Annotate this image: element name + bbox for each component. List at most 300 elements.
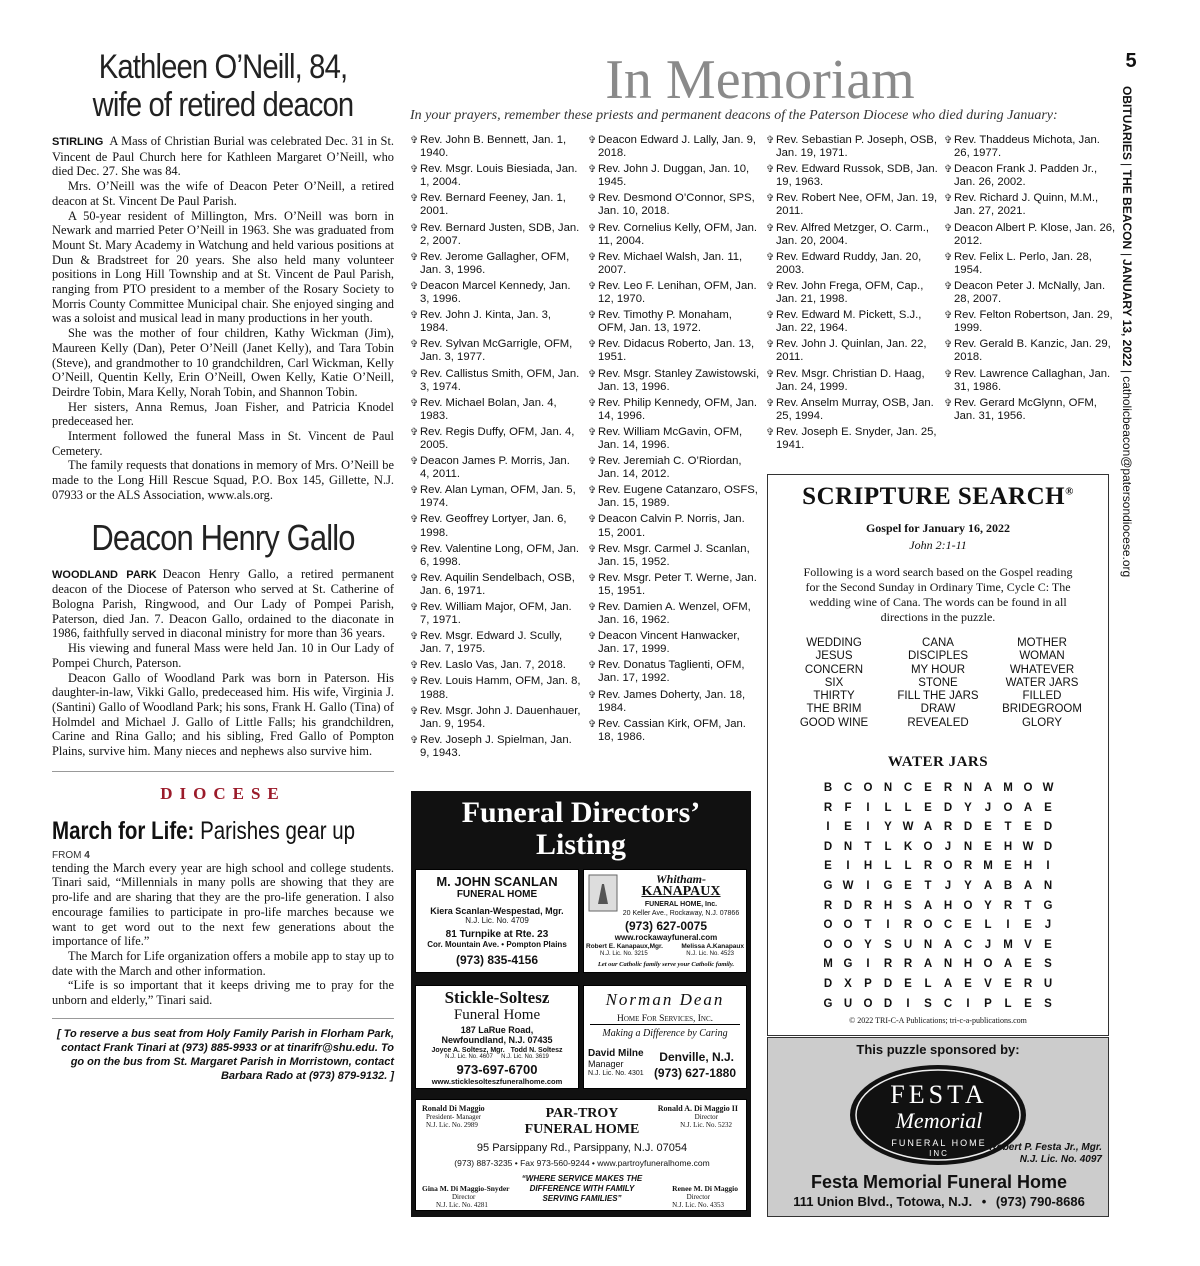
memoriam-entry: ✞ Rev. Msgr. Christian D. Haag, Jan. 24, 1999. [766,367,925,393]
cross-icon: ✞ [588,193,597,205]
grid-letter: I [826,821,830,834]
par-troy-ad[interactable]: Ronald Di Maggio President- Manager N.J. Lic. No. 2989 Ronald A. Di Maggio II Director N.J. Lic. No. 5232 PAR-TROY FUNERAL HOME 95 Parsippany Rd., Parsippany, N.J. 07054 (973) 887-3235 • Fax 973-560-9244 • www.partroyfuneralhome.com “WHERE SERVICE MAKES THE DIFFERENCE WITH FAMILY SERVING FAMILIES” Gina M. Di Maggio-Snyder Director N.J. Lic. No. 4281 Renee M. Di Maggio Director N.J. Lic. No. 4353 [415,1099,747,1211]
from-page-link[interactable]: 4 [84,849,90,861]
memoriam-entry: ✞ Rev. Msgr. Edward J. Scully, Jan. 7, 1975. [410,630,563,656]
gospel-date: Gospel for January 16, 2022 [865,521,1011,535]
grid-letter: E [1044,938,1052,951]
grid-letter: N [923,938,933,951]
grid-letter: E [924,782,932,795]
grid-letter: C [963,938,973,951]
cross-icon: ✞ [588,602,597,613]
cross-icon: ✞ [410,280,419,292]
memoriam-entry: ✞ Rev. Alan Lyman, OFM, Jan. 5, 1974. [410,484,576,510]
grid-letter: L [904,801,912,814]
festa-address-line: 111 Union Blvd., Totowa, N.J. • (973) 790-8686 [793,1194,1085,1209]
memoriam-entry: ✞ Rev. William McGavin, OFM, Jan. 14, 1996. [588,425,743,451]
cross-icon: ✞ [588,660,597,672]
grid-letter: Y [984,899,992,912]
march-paragraph-3: “Life is so important that it keeps driving me to pray for the unborn and elderly,” Tinari said. [52,978,394,1008]
grid-letter: R [823,801,833,814]
stickle-phone[interactable]: 973-697-6700 [456,1062,538,1077]
grid-letter: E [1024,997,1032,1010]
cross-icon: ✞ [588,280,597,292]
memoriam-subtitle: In your prayers, remember these priests and permanent deacons of the Paterson Diocese who died during January: [410,108,1058,123]
cross-icon: ✞ [766,164,775,176]
cross-icon: ✞ [410,705,419,717]
grid-letter: R [903,919,913,932]
diocese-section-label: DIOCESE [160,783,286,803]
grid-letter: I [866,958,870,971]
memoriam-entry: ✞ Deacon Marcel Kennedy, Jan. 3, 1996. [410,279,571,306]
word-list-item: BRIDEGROOM [1002,703,1082,716]
scanlan-phone[interactable]: (973) 835-4156 [455,953,539,967]
cross-icon: ✞ [588,397,597,409]
grid-letter: R [903,958,913,971]
cross-icon: ✞ [588,251,597,263]
word-list-item: MOTHER [1017,637,1067,649]
cross-icon: ✞ [766,251,775,263]
word-list-item: CONCERN [804,663,864,676]
grid-letter: E [824,860,832,873]
memoriam-entry: ✞ Rev. Gerald B. Kanzic, Jan. 29, 2018. [944,338,1111,364]
grid-letter: L [884,840,892,853]
oneill-paragraph-3: A 50-year resident of Millington, Mrs. O’Neill was born in Newark and married Peter O’Neill in 1963. She was graduated from Mount St. Mary Academy in Watchung and held various positions at Dun & Bradstreet for 20 years. She also held many volunteer positions in Long Hill Township and at St. Vincent de Paul Parish, ranging from PTO president to a member of the Rosary Society to Morris County Committee Municipal chair. She enjoyed singing and was a soloist and musical lead in many productions in her youth. [52,208,394,326]
festa-fullname: Festa Memorial Funeral Home [810,1172,1068,1192]
grid-letter: I [1046,860,1050,873]
grid-letter: E [964,919,972,932]
grid-letter: A [943,938,953,951]
memoriam-entry: ✞ Rev. John Frega, OFM, Cap., Jan. 21, 1998. [766,279,924,306]
grid-letter: L [1004,997,1012,1010]
grid-letter: J [984,801,992,814]
grid-letter: O [823,938,833,951]
grid-letter: E [1024,958,1032,971]
march-headline [52,816,356,846]
grid-letter: P [864,978,872,991]
memoriam-entry: ✞ Rev. Joseph E. Snyder, Jan. 25, 1941. [766,425,937,451]
cross-icon: ✞ [588,631,597,643]
norman-phone[interactable]: (973) 627-1880 [653,1066,736,1080]
memoriam-entry: ✞ Deacon James P. Morris, Jan. 4, 2011. [410,455,570,481]
copyright: © 2022 TRI-C-A Publications; tri-c-a-publications.com [849,1016,1027,1026]
gallo-paragraph-3: Deacon Gallo of Woodland Park was born in Paterson. His daughter-in-law, Vikki Gallo, predeceased him. His wife, Virginia J. (Santini) Gallo of Woodland Park; his sons, Frank H. Gallo (Tina) of Holmdel and Michael J. Gallo of Little Falls; his grandchildren, Carine and Rina Gallo; and his sibling, Fred Gallo of Pompton Plains, survive him. Many nieces and nephews also survive him. [52,670,394,759]
memoriam-entry: ✞ Deacon Calvin P. Norris, Jan. 15, 2001. [588,513,745,539]
memoriam-entry: ✞ Rev. Gerard McGlynn, OFM, Jan. 31, 1956. [944,396,1097,422]
memoriam-entry: ✞ Rev. John B. Bennett, Jan. 1, 1940. [410,134,567,160]
memoriam-entry: ✞ Rev. Cornelius Kelly, OFM, Jan. 11, 2004. [588,221,758,247]
grid-letter: A [1023,880,1033,893]
grid-letter: U [903,938,913,951]
memoriam-entry: ✞ Rev. Msgr. Louis Biesiada, Jan. 1, 2004. [410,163,578,189]
cross-icon: ✞ [410,222,419,234]
grid-letter: D [823,978,833,991]
cross-icon: ✞ [766,426,775,438]
memoriam-entry: ✞ Rev. Msgr. Peter T. Werne, Jan. 15, 1951. [588,571,757,597]
cross-icon: ✞ [766,222,775,234]
oneill-paragraph-7: The family requests that donations in memory of Mrs. O’Neill be made to the Long Hill Rescue Squad, P.O. Box 145, Gillette, N.J. 07933 or the ALS Association, www.als.org. [52,458,394,502]
gallo-dateline: WOODLAND PARK [52,568,157,581]
grid-letter: J [944,880,952,893]
grid-letter: H [883,899,893,912]
grid-letter: H [1023,860,1033,873]
oneill-dateline: STIRLING [52,136,104,148]
festa-inc: INC [929,1149,949,1158]
grid-letter: A [983,782,993,795]
memoriam-entry: ✞ Rev. Louis Hamm, OFM, Jan. 8, 1988. [410,675,581,701]
word-list-item: SIX [824,676,844,689]
cross-icon: ✞ [766,280,775,292]
memoriam-entry: ✞ Rev. Anselm Murray, OSB, Jan. 25, 1994. [766,396,934,422]
word-search-grid [768,779,1108,1014]
oneill-headline-line1: Kathleen O’Neill, 84, [98,48,348,86]
grid-letter: E [924,801,932,814]
memoriam-entry: ✞ Rev. Sylvan McGarrigle, OFM, Jan. 3, 1977. [410,338,573,364]
grid-letter: I [906,997,910,1010]
grid-letter: R [883,958,893,971]
memoriam-entry: ✞ Rev. Michael Bolan, Jan. 4, 1983. [410,396,557,422]
cross-icon: ✞ [410,602,419,613]
festa-manager: Robert P. Festa Jr., Mgr. [989,1142,1102,1153]
cross-icon: ✞ [944,280,953,292]
puzzle-title: WATER JARS [887,754,989,771]
side-paper: THE BEACON [1120,169,1134,250]
whitham-kanapaux-ad[interactable]: Whitham- KANAPAUX FUNERAL HOME, Inc. 20 Keller Ave., Rockaway, N.J. 07866 (973) 627-0075 www.rockawayfuneral.com Robert E. Kanapaux,Mgr. Melissa A.Kanapaux N.J. Lic. No. 3215 N.J. Lic. No. 4523 Let our Catholic family serve your Catholic family. [583,869,747,973]
memoriam-entry: ✞ Rev. Desmond O’Connor, SPS, Jan. 10, 2018. [588,192,755,218]
grid-letter: R [963,860,973,873]
word-list-item: JESUS [815,650,853,663]
march-headline-rest: Parishes gear up [200,816,356,845]
grid-letter: B [1003,880,1013,893]
memoriam-entry: ✞ Rev. John J. Quinlan, Jan. 22, 2011. [766,338,927,364]
grid-letter: G [843,958,853,971]
oneill-paragraph-6: Interment followed the funeral Mass in St. Vincent de Paul Cemetery. [52,429,394,458]
word-list-item: THIRTY [813,690,855,703]
memoriam-entry: ✞ Rev. Eugene Catanzaro, OSFS, Jan. 15, 1989. [588,484,758,510]
grid-letter: I [886,919,890,932]
side-url-link[interactable]: catholicbeacon@patersondiocese.org [1120,376,1134,578]
scanlan-ad[interactable]: M. JOHN SCANLAN FUNERAL HOME Kiera Scanlan-Wespestad, Mgr. N.J. Lic. No. 4709 81 Turnpike at Rte. 23 Cor. Mountain Ave. • Pompton Plains (973) 835-4156 [415,869,579,973]
grid-letter: T [924,880,932,893]
grid-letter: Y [864,938,872,951]
cross-icon: ✞ [410,193,419,205]
grid-letter: U [843,997,853,1010]
word-list-item: REVEALED [907,716,969,729]
grid-letter: E [984,821,992,834]
grid-letter: D [963,821,973,834]
grid-letter: E [984,840,992,853]
grid-letter: W [1022,840,1034,853]
memoriam-entry: ✞ Rev. William Major, OFM, Jan. 7, 1971. [410,601,572,627]
stickle-soltesz-ad[interactable]: Stickle-Soltesz Funeral Home 187 LaRue Road, Newfoundland, N.J. 07435 Joyce A. Soltesz, Mgr. Todd N. Soltesz N.J. Lic. No. 4607 N.J. Lic. No. 3619 973-697-6700 www.sticklesolteszfuneralhome.com [415,985,579,1089]
grid-letter: E [1024,919,1032,932]
grid-letter: O [1003,801,1013,814]
cross-icon: ✞ [944,164,953,176]
grid-letter: I [866,880,870,893]
grid-letter: V [1024,938,1032,951]
grid-letter: E [904,978,912,991]
word-list-item: DRAW [920,703,956,716]
cross-icon: ✞ [410,368,419,380]
grid-letter: S [904,899,912,912]
memoriam-entry: ✞ Rev. Bernard Feeney, Jan. 1, 2001. [410,192,566,218]
memoriam-column-3 [766,134,938,455]
cross-icon: ✞ [944,193,953,205]
cross-icon: ✞ [944,339,953,351]
cross-icon: ✞ [766,397,775,409]
word-list-item: FILL THE JARS [897,690,979,703]
grid-letter: R [943,821,953,834]
cross-icon: ✞ [410,251,419,263]
memoriam-entry: ✞ Rev. James Doherty, Jan. 18, 1984. [588,688,746,714]
grid-letter: J [944,840,952,853]
memoriam-entry: ✞ Deacon Albert P. Klose, Jan. 26, 2012. [944,221,1116,247]
grid-letter: O [983,958,993,971]
memoriam-entry: ✞ Rev. Leo F. Lenihan, OFM, Jan. 12, 1970. [588,279,757,306]
side-section: OBITUARIES [1120,86,1134,161]
memoriam-entry: ✞ Rev. Robert Nee, OFM, Jan. 19, 2011. [766,192,938,218]
cross-icon: ✞ [944,251,953,263]
grid-letter: M [1003,938,1013,951]
memoriam-entry: ✞ Rev. Msgr. John J. Dauenhauer, Jan. 9, 1954. [410,704,581,730]
grid-letter: H [1003,840,1013,853]
grid-letter: O [843,938,853,951]
grid-letter: O [923,840,933,853]
grid-letter: E [964,978,972,991]
memoriam-entry: ✞ Rev. Bernard Justen, SDB, Jan. 2, 2007. [410,221,580,247]
cross-icon: ✞ [588,572,597,584]
grid-letter: T [1024,899,1032,912]
memoriam-entry: ✞ Rev. Sebastian P. Joseph, OSB, Jan. 19, 1971. [766,134,937,160]
grid-letter: E [844,821,852,834]
grid-letter: A [923,821,933,834]
grid-letter: W [1042,782,1054,795]
oneill-paragraph-1: STIRLING A Mass of Christian Burial was celebrated Dec. 31 in St. Vincent de Paul Church here for Kathleen Margaret O’Neill, who died Dec. 27. She was 84. [52,134,394,179]
grid-letter: I [866,821,870,834]
cross-icon: ✞ [944,397,953,409]
grid-letter: C [943,919,953,932]
word-list-item: WEDDING [806,637,862,649]
memoriam-entry: ✞ Rev. John J. Duggan, Jan. 10, 1945. [588,163,750,189]
cross-icon: ✞ [410,164,419,176]
funeral-listing-title: Funeral Directors’ Listing [461,796,701,861]
grid-letter: E [1004,978,1012,991]
grid-letter: O [1023,782,1033,795]
memoriam-entry: ✞ Rev. Damien A. Wenzel, OFM, Jan. 16, 1962. [588,601,751,627]
grid-letter: G [823,880,833,893]
cross-icon: ✞ [410,572,419,584]
grid-letter: D [883,997,893,1010]
memoriam-entry: ✞ Rev. Richard J. Quinn, M.M., Jan. 27, 2021. [944,192,1099,218]
grid-letter: V [984,978,992,991]
cross-icon: ✞ [410,485,419,497]
grid-letter: H [943,899,953,912]
grid-letter: L [924,978,932,991]
grid-letter: I [846,860,850,873]
festa-phone[interactable]: (973) 790-8686 [995,1194,1085,1209]
word-list-item: GLORY [1021,716,1063,729]
memoriam-entry: ✞ Rev. Cassian Kirk, OFM, Jan. 18, 1986. [588,717,746,743]
memoriam-entry: ✞ Rev. Felton Robertson, Jan. 29, 1999. [944,309,1113,335]
memoriam-entry: ✞ Rev. Edward M. Pickett, S.J., Jan. 22, 1964. [766,309,922,335]
cross-icon: ✞ [766,193,775,205]
par-troy-phones[interactable]: (973) 887-3235 • Fax 973-560-9244 • www.partroyfuneralhome.com [454,1158,710,1168]
memoriam-entry: ✞ Rev. Jeremiah C. O’Riordan, Jan. 14, 2012. [588,455,742,481]
memoriam-entry: ✞ Rev. Michael Walsh, Jan. 11, 2007. [588,250,743,276]
memoriam-entry: ✞ Rev. Aquilin Sendelbach, OSB, Jan. 6, 1971. [410,571,575,597]
grid-letter: M [823,958,833,971]
word-list-item: MY HOUR [910,663,966,676]
cross-icon: ✞ [588,135,597,146]
cross-icon: ✞ [410,734,419,746]
memoriam-title: In Memoriam [605,49,915,111]
grid-letter: L [984,919,992,932]
grid-letter: S [1044,958,1052,971]
cross-icon: ✞ [410,631,419,643]
grid-letter: W [842,880,854,893]
grid-letter: E [1024,821,1032,834]
grid-letter: N [843,840,853,853]
cross-icon: ✞ [766,368,775,380]
grid-letter: S [924,997,932,1010]
cross-icon: ✞ [588,368,597,380]
grid-letter: R [1023,978,1033,991]
grid-letter: O [963,899,973,912]
festa-sub: FUNERAL HOME [891,1138,987,1148]
sponsor-label: This puzzle sponsored by: [856,1042,1020,1057]
grid-letter: D [883,978,893,991]
puzzle-intro: Following is a word search based on the Gospel reading for the Second Sunday in Ordinary Time, Cycle C: The wedding wine of Cana. The words can be found in all directions in the puzzle. [803,565,1073,624]
grid-letter: D [1043,840,1053,853]
gallo-paragraph-1: WOODLAND PARK Deacon Henry Gallo, a retired permanent deacon of the Diocese of Paterson who served at St. Catherine of Bologna Parish, Ringwood, and Our Lady of Pompei Parish, Paterson, died Jan. 7. Deacon Gallo, ordained to the diaconate in 1986, faithfully served in diaconal ministry for more than 36 years. [52,566,394,641]
cross-icon: ✞ [588,718,597,730]
grid-letter: G [1043,899,1053,912]
grid-letter: S [1044,997,1052,1010]
cross-icon: ✞ [410,426,419,438]
word-list-item: WHATEVER [1009,663,1075,676]
cross-icon: ✞ [766,135,775,146]
memoriam-entry: ✞ Rev. Msgr. Stanley Zawistowski, Jan. 13, 1996. [588,367,760,393]
cross-icon: ✞ [944,222,953,234]
grid-letter: K [903,840,913,853]
cross-icon: ✞ [410,135,419,146]
grid-letter: E [1004,860,1012,873]
cross-icon: ✞ [944,135,953,146]
cross-icon: ✞ [588,514,597,526]
scripture-search-box [767,474,1109,1036]
word-list-item: STONE [918,676,958,689]
grid-letter: R [943,782,953,795]
festa-name: FESTA [890,1080,988,1109]
grid-letter: Y [964,880,972,893]
funeral-directors-listing [411,791,751,1217]
cross-icon: ✞ [410,676,419,688]
grid-letter: A [983,880,993,893]
memoriam-entry: ✞ Rev. Didacus Roberto, Jan. 13, 1951. [588,338,755,364]
grid-letter: E [904,880,912,893]
grid-letter: U [1043,978,1053,991]
grid-letter: N [963,782,973,795]
cross-icon: ✞ [410,456,419,468]
cross-icon: ✞ [944,368,953,380]
grid-letter: C [903,782,913,795]
memoriam-entry: ✞ Rev. Valentine Long, OFM, Jan. 6, 1998. [410,542,580,568]
oneill-paragraph-4: She was the mother of four children, Kathy Wickman (Jim), Maureen Kelly (Dan), Peter O’Neill (Janet Kelly), and Tara Tobin (Steve), and grandmother to 10 grandchildren, Carl Wickman, Kelly O’Neill, Quentin Kelly, Erin O’Neill, Owen Kelly, Katie O’Neill, Deirdre Tobin, Mara Kelly, Norah Tobin, and Shannon Tobin. [52,326,394,399]
word-list-item: FILLED [1022,690,1062,703]
grid-letter: N [943,958,953,971]
grid-letter: O [863,782,873,795]
cross-icon: ✞ [588,543,597,555]
side-banner-text: OBITUARIES | THE BEACON | JANUARY 13, 2022 | catholicbeacon@patersondiocese.org [1120,86,1134,578]
grid-letter: I [866,801,870,814]
grid-letter: J [984,938,992,951]
grid-letter: L [884,801,892,814]
memoriam-entry: ✞ Rev. Regis Duffy, OFM, Jan. 4, 2005. [410,425,575,451]
memoriam-entry: ✞ Rev. Joseph J. Spielman, Jan. 9, 1943. [410,733,572,759]
memoriam-entry: ✞ Deacon Edward J. Lally, Jan. 9, 2018. [588,134,757,160]
cross-icon: ✞ [588,164,597,176]
grid-letter: Y [884,821,892,834]
grid-letter: I [966,997,970,1010]
grid-letter: M [983,860,993,873]
grid-letter: L [904,860,912,873]
grid-letter: R [823,899,833,912]
memoriam-entry: ✞ Rev. Laslo Vas, Jan. 7, 2018. [410,659,566,672]
grid-letter: G [883,880,893,893]
memoriam-entry: ✞ Rev. Callistus Smith, OFM, Jan. 3, 1974. [410,367,580,393]
norman-dean-ad[interactable]: Norman Dean Home For Services, Inc. Making a Difference by Caring David Milne Manager N.J. Lic. No. 4301 Denville, N.J. (973) 627-1880 [583,985,747,1089]
section-divider [52,771,394,772]
memoriam-entry: ✞ Rev. Felix L. Perlo, Jan. 28, 1954. [944,250,1092,276]
memoriam-entry: ✞ Rev. Timothy P. Monaham, OFM, Jan. 13, 1972. [588,309,732,335]
grid-letter: W [902,821,914,834]
word-list-item: GOOD WINE [799,716,869,729]
grid-letter: X [844,978,852,991]
from-line: FROM 4 [52,849,90,861]
grid-letter: O [923,919,933,932]
word-list-item: THE BRIM [806,703,862,716]
cross-icon: ✞ [588,310,597,322]
grid-letter: T [1004,821,1012,834]
cross-icon: ✞ [944,310,953,322]
cross-icon: ✞ [410,397,419,409]
grid-letter: R [923,860,933,873]
grid-letter: D [823,840,833,853]
grid-letter: R [863,899,873,912]
grid-letter: O [823,919,833,932]
memoriam-entry: ✞ Deacon Frank J. Padden Jr., Jan. 26, 2002. [944,163,1098,189]
memoriam-column-2 [588,134,760,747]
grid-letter: G [823,997,833,1010]
cross-icon: ✞ [588,689,597,701]
note-divider [52,1018,394,1019]
left-column [52,48,394,1083]
gallo-headline: Deacon Henry Gallo [91,516,355,558]
memoriam-column-4 [944,134,1116,426]
festa-script: Memorial [895,1108,983,1133]
grid-letter: D [1043,821,1053,834]
cross-icon: ✞ [588,426,597,438]
march-paragraph-2: The March for Life organization offers a mobile app to stay up to date with the March and other information. [52,948,394,978]
grid-letter: A [923,899,933,912]
cross-icon: ✞ [410,660,419,672]
grid-letter: D [943,801,953,814]
grid-letter: N [883,782,893,795]
grid-letter: P [984,997,992,1010]
whitham-phone[interactable]: (973) 627-0075 [624,919,708,933]
cross-icon: ✞ [410,543,419,555]
side-date: JANUARY 13, 2022 [1120,258,1134,367]
word-list-item: CANA [922,637,954,649]
